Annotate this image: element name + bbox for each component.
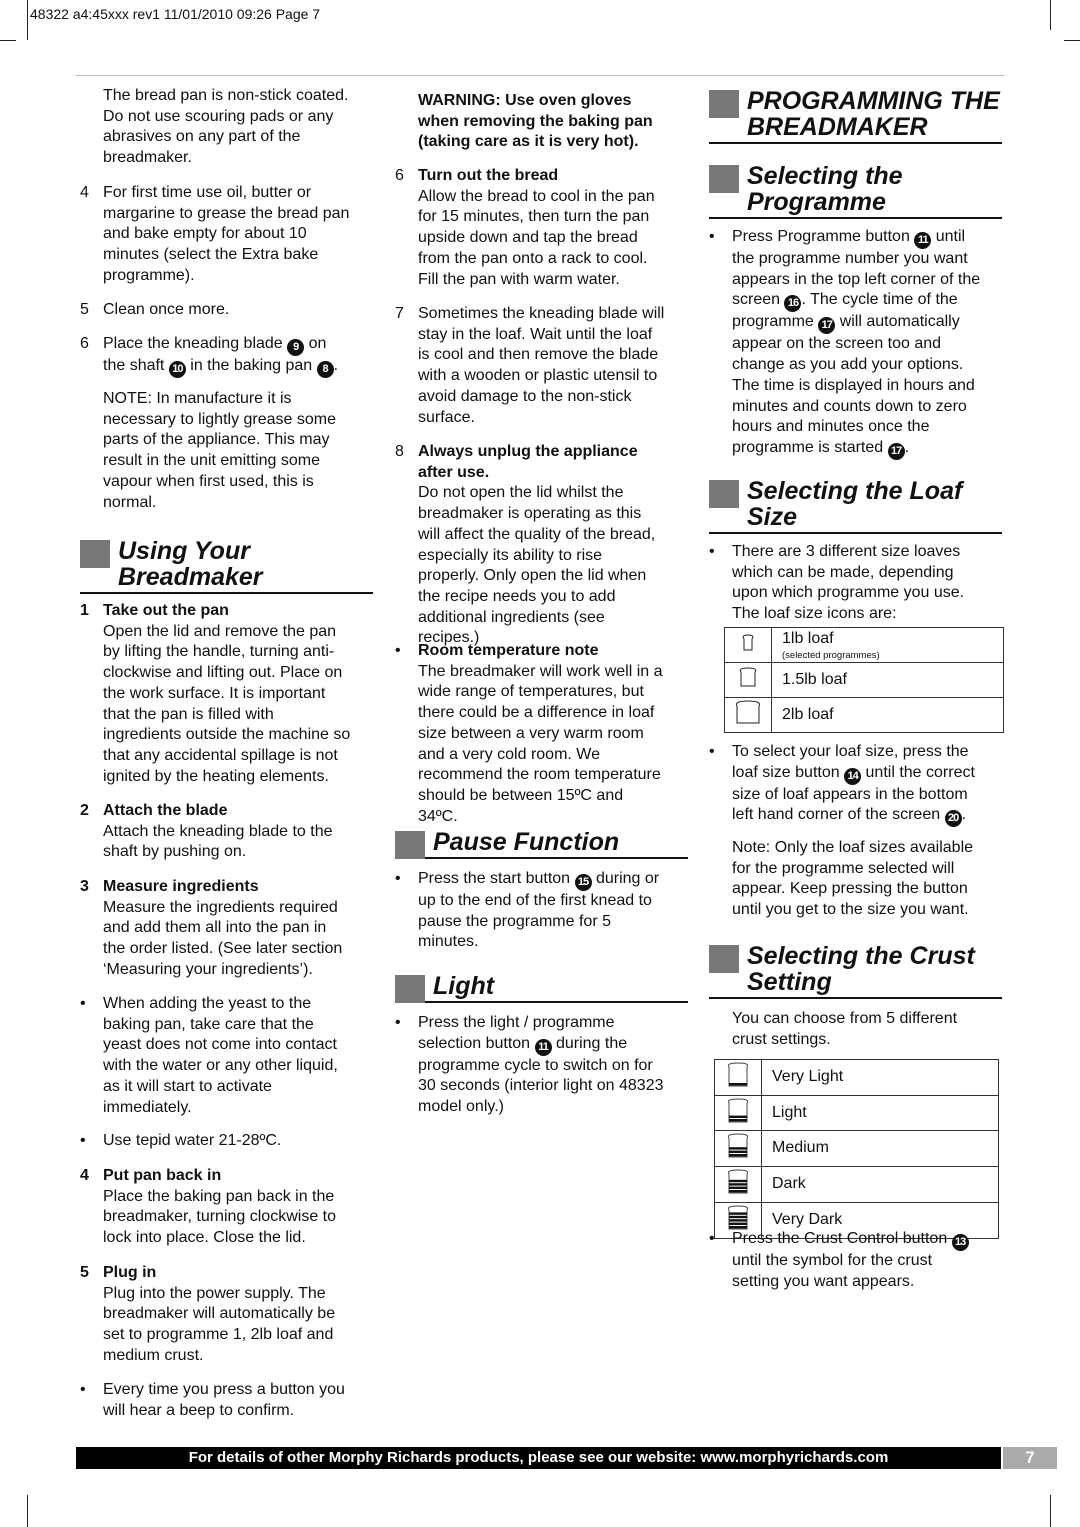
step-title: Attach the blade: [103, 802, 228, 819]
section-heading: Selecting the Crust Setting: [709, 943, 1002, 999]
callout-number: 15: [575, 874, 592, 891]
bullet-text: To select your loaf size, press the loaf size button 14 until the correct size of loaf appears in the bottom left hand corner of the screen 20 .: [732, 742, 981, 827]
bullet: •: [709, 743, 715, 760]
heading-marker: [395, 831, 425, 859]
step-title: Room temperature note: [418, 642, 599, 659]
crust-0-icon: [724, 1060, 752, 1088]
section-heading: Selecting the Programme: [709, 163, 1002, 219]
bullet-text: Use tepid water 21-28ºC.: [103, 1132, 282, 1149]
step-title: Plug in: [103, 1264, 157, 1281]
note: NOTE: In manufacture it is necessary to lightly grease some parts of the appliance. This may result in the unit emitting some vapour when first used, this is normal.: [103, 390, 336, 511]
bullet-text: There are 3 different size loaves which can be made, depending upon which programme you use. The loaf size icons are:: [732, 543, 965, 623]
step-text: Do not open the lid whilst the breadmaker is operating as this will affect the quality of the bread, especially its ability to rise properly. Only open the lid when the recipe needs you to add additional ingredients (see recipes.): [418, 484, 656, 647]
crust-label: Medium: [762, 1131, 999, 1167]
loaf-size-table: [724, 627, 1004, 733]
bullet: •: [709, 543, 715, 560]
step-title: Turn out the bread: [418, 167, 559, 184]
table-row: [715, 1095, 999, 1131]
crop-mark: [1064, 40, 1080, 41]
crust-4-icon: [724, 1203, 752, 1231]
step-text: Place the kneading blade 9 on the shaft 10 in the baking pan 8 .: [103, 334, 352, 378]
bullet-text: Press the start button 15 during or up to the end of the first knead to pause the programme for 5 minutes.: [418, 870, 660, 951]
heading-marker: [709, 90, 739, 118]
step-title: Take out the pan: [103, 602, 229, 619]
heading-marker: [709, 480, 739, 508]
heading-marker: [709, 165, 739, 193]
step-number: 4: [80, 184, 89, 201]
step-title: Measure ingredients: [103, 878, 259, 895]
callout-number: 9: [287, 339, 304, 356]
bullet: •: [709, 1230, 715, 1247]
callout-number: 16: [784, 295, 801, 312]
bullet-text: Press the light / programme selection button 11 during the programme cycle to switch on for 30 seconds (interior light on 48323 model only.): [418, 1014, 664, 1116]
warning: WARNING: Use oven gloves when removing the baking pan (taking care as it is very hot).: [418, 92, 653, 151]
callout-number: 14: [844, 768, 861, 785]
step-number: 6: [80, 335, 89, 352]
crust-label: Light: [762, 1095, 999, 1131]
top-rule: [76, 75, 1004, 76]
callout-number: 11: [535, 1039, 552, 1056]
heading-marker: [709, 945, 739, 973]
page-number: 7: [1003, 1447, 1057, 1469]
callout-number: 17: [818, 317, 835, 334]
crop-mark: [1050, 1495, 1051, 1527]
crust-label: Dark: [762, 1167, 999, 1203]
bullet-text: Every time you press a button you will hear a beep to confirm.: [103, 1381, 345, 1419]
callout-number: 11: [914, 232, 931, 249]
note: Note: Only the loaf sizes available for the programme selected will appear. Keep pressing the button until you get to the size you want.: [732, 839, 974, 919]
bullet-text: When adding the yeast to the baking pan, take care that the yeast does not come into contact with the water or any other liquid, as it will start to activate immediately.: [103, 995, 338, 1116]
bullet-text: Press the Crust Control button 13 until the symbol for the crust setting you want appears.: [732, 1229, 981, 1292]
step-text: For first time use oil, butter or margarine to grease the bread pan and bake empty for about 10 minutes (select the Extra bake programme).: [103, 184, 350, 284]
step-text: Sometimes the kneading blade will stay in the loaf. Wait until the loaf is cool and then remove the blade with a wooden or plastic utensil to avoid damage to the non-stick surface.: [418, 305, 665, 426]
crust-2-icon: [724, 1131, 752, 1159]
table-row: [715, 1167, 999, 1203]
step-number: 5: [80, 301, 89, 318]
crust-1-icon: [724, 1096, 752, 1124]
footer-banner: For details of other Morphy Richards products, please see our website: www.morphyrichards.com: [76, 1447, 1001, 1469]
table-row: 1lb loaf (selected programmes): [725, 628, 1004, 663]
bullet: •: [395, 1014, 401, 1031]
section-heading: Using Your Breadmaker: [80, 538, 373, 594]
loaf-1-5lb-icon: [737, 666, 759, 688]
step-title: Put pan back in: [103, 1167, 222, 1184]
step-title: Always unplug the appliance after use.: [418, 443, 638, 481]
heading-marker: [395, 975, 425, 1003]
bullet-text: Press Programme button 11 until the programme number you want appears in the top left corner of the screen 16 . The cycle time of the programme 17 will automatically appear on the screen too and change as you add your options. The time is displayed in hours and minutes and counts down to zero hours and minutes once the programme is started 17 .: [732, 227, 981, 460]
section-heading: Pause Function: [395, 829, 688, 859]
bullet: •: [80, 995, 86, 1012]
callout-number: 8: [317, 361, 334, 378]
step-text: Place the baking pan back in the breadmaker, turning clockwise to lock into place. Close the lid.: [103, 1187, 336, 1247]
step-text: Open the lid and remove the pan by lifting the handle, turning anti-clockwise and lifting out. Place on the work surface. It is important that the pan is filled with ingredients outside the machine so that any accidental spillage is not ignited by the heating elements.: [103, 622, 351, 785]
table-row: [715, 1060, 999, 1096]
crust-label: Very Light: [762, 1060, 999, 1096]
table-row: 1.5lb loaf: [725, 663, 1004, 698]
manual-page: 48322 a4:45xxx rev1 11/01/2010 09:26 Page 7 The bread pan is non-stick coated. Do not use scouring pads or any abrasives on any part of the breadmaker. 4 For first time use oil, butter or margarine to grease the bread pan and bake empty for about 10 minutes (select the Extra bake programme). 5 Clean once more. 6 Place the kneading blade 9 on the shaft 10 in the baking pan 8 . NOTE: In manufacture it is necessary to lightly grease some parts of the appliance. This may result in the unit emitting some vapour when first used, this is normal. Using Your Breadmaker 1 Take out the pan Open the lid and remove the pan by lifting the handle, turning anti-clockwise and lifting out. Place on the work surface. It is important that the pan is filled with ingredients outside the machine so that any accidental spillage is not ignited by the heating elements. 2 Attach the blade Attach the kneading blade to the shaft by pushing on. 3 Measure ingredients Measure the ingredients required and add them all into the pan in the order listed. (See later section ‘Measuring your ingredients’). • When adding the yeast to the baking pan, take care that the yeast does not come into contact with the water or any other liquid, as it will start to activate immediately. • Use tepid water 21-28ºC. 4 Put pan back in Place the baking pan back in the breadmaker, turning clockwise to lock into place. Close the lid. 5 Plug in Plug into the power supply. The breadmaker will automatically be set to programme 1, 2lb loaf and medium crust. • Every time you press a button you will hear a beep to confirm. WARNING: Use oven gloves when removing the baking pan (taking care as it is very hot). 6 Turn out the bread Allow the bread to cool in the pan for 15 minutes, then turn the pan upside down and tap the bread from the pan onto a rack to cool. Fill the pan with warm water. 7 Sometimes the kneading blade will stay in the loaf. Wait until the loaf is cool and then remove the blade with a wooden or plastic utensil to avoid damage to the non-stick surface. 8 Always unplug the appliance after use. Do not open the lid whilst the breadmaker is operating as this will affect the quality of the bread, especially its ability to rise properly. Only open the lid when the recipe needs you to add additional ingredients (see recipes.) • Room temperature note The breadmaker will work well in a wide range of temperatures, but there could be a difference in loaf size between a very warm room and a very cold room. We recommend the room temperature should be between 15ºC and 34ºC. Pause Function • Press the start button 15 during or up to the end of the first knead to pause the programme for 5 minutes. Light • Press the light / programme selection button 11 during the programme cycle to switch on for 30 seconds (interior light on 48323 model only.) PROGRAMMING THE BREADMAKER Selecting the Programme • Press Programme button 11 until the programme number you want appears in the top left corner of the screen 16 . The cycle time of the programme 17 will automatically appear on the screen too and change as you add your options. The time is displayed in hours and minutes and counts down to zero hours and minutes once the programme is started 17 . Selecting the Loaf Size • There are 3 different size loaves which can be made, depending upon which programme you use. The loaf size icons are: 1lb loaf (selected programmes) 1.5lb loaf 2lb loaf • To select your loaf size, press the loaf size button 14 until the correct size of loaf appears in the bottom left hand corner of the screen 20 . Note: Only the loaf sizes available for the programme selected will appear. Keep pressing the button until you get to the size you want. Selecting the Crust Setting You can choose from 5 different crust settings. Very Light Light Medium Dark Very Dark • Press the Crust Control button 13 until the symbol for the crust setting you want appears. For details of other Morphy Richards products, please see our website: www.morphyrichards.com 7: [0, 0, 1080, 1527]
step-text: Plug into the power supply. The breadmaker will automatically be set to programme 1, 2lb loaf and medium crust.: [103, 1284, 336, 1364]
section-heading: Selecting the Loaf Size: [709, 478, 1002, 534]
callout-number: 10: [169, 361, 186, 378]
step-text: Clean once more.: [103, 301, 230, 318]
paragraph: You can choose from 5 different crust settings.: [732, 1010, 958, 1048]
step-text: Attach the kneading blade to the shaft by pushing on.: [103, 822, 333, 861]
loaf-1lb-icon: [740, 633, 756, 651]
crust-label: Very Dark: [762, 1202, 999, 1238]
crust-3-icon: [724, 1167, 752, 1195]
callout-number: 13: [952, 1234, 969, 1251]
callout-number: 20: [945, 810, 962, 827]
bullet: •: [80, 1132, 86, 1149]
crust-setting-table: [714, 1059, 999, 1239]
bullet: •: [80, 1381, 86, 1398]
crop-mark: [27, 1495, 28, 1527]
heading-marker: [80, 540, 110, 568]
bullet: •: [395, 642, 401, 659]
table-row: [715, 1131, 999, 1167]
bullet: •: [709, 228, 715, 245]
bullet: •: [395, 870, 401, 887]
crop-mark: [0, 40, 16, 41]
crop-mark: [1050, 0, 1051, 30]
print-meta: 48322 a4:45xxx rev1 11/01/2010 09:26 Page 7: [30, 6, 321, 22]
section-heading: PROGRAMMING THE BREADMAKER: [709, 88, 1002, 144]
step-text: Measure the ingredients required and add them all into the pan in the order listed. (See later section ‘Measuring your ingredients’).: [103, 898, 343, 978]
step-text: The breadmaker will work well in a wide range of temperatures, but there could be a difference in loaf size between a very warm room and a very cold room. We recommend the room temperature should be between 15ºC and 34ºC.: [418, 662, 663, 825]
section-heading: Light: [395, 973, 688, 1003]
loaf-2lb-icon: [733, 699, 763, 725]
paragraph: The bread pan is non-stick coated. Do not use scouring pads or any abrasives on any part of the breadmaker.: [103, 87, 349, 167]
table-row: 2lb loaf: [725, 698, 1004, 733]
crop-mark: [27, 0, 28, 40]
step-text: Allow the bread to cool in the pan for 15 minutes, then turn the pan upside down and tap the bread from the pan onto a rack to cool. Fill the pan with warm water.: [418, 187, 655, 288]
callout-number: 17: [888, 443, 905, 460]
